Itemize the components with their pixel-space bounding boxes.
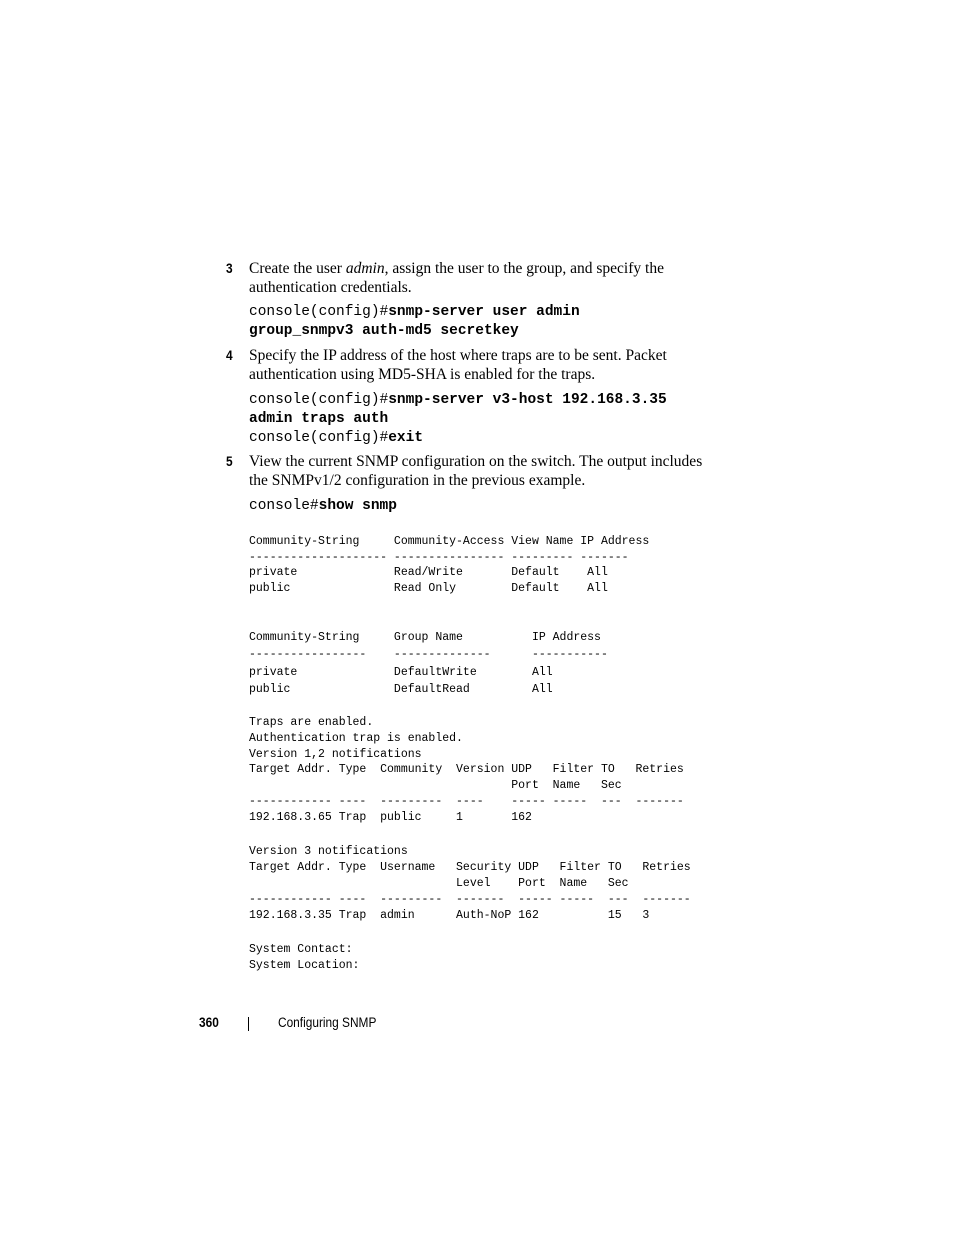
step-text-line: Specify the IP address of the host where traps are to be sent. Packet [249, 347, 667, 364]
output-traps-v3: Version 3 notifications Target Addr. Type Username Security UDP Filter TO Retries Level Port Name Sec ------------ ---- --------- ------- ----- ----- --- ------- 192.168.3.35 Trap admin Auth-NoP 162 15 3 [249, 845, 691, 923]
step-number: 4 [226, 347, 233, 363]
step-text-line: authentication credentials. [249, 279, 412, 296]
step-text [249, 452, 729, 490]
output-community-table: Community-String Community-Access View Name IP Address -------------------- ---------------- --------- ------- private Read/Write Default All public Read Only Default All [249, 535, 650, 596]
command-text: show snmp [318, 498, 397, 514]
step-text-line: View the current SNMP configuration on the switch. The output includes [249, 453, 703, 470]
page-number: 360 [199, 1014, 219, 1030]
command-block-3 [249, 497, 397, 516]
step-number: 3 [226, 260, 233, 276]
command-block-1 [249, 303, 580, 341]
step-text-line: the SNMPv1/2 configuration in the previous example. [249, 472, 586, 489]
command-prompt: console(config)# [249, 392, 389, 408]
step-number: 5 [226, 453, 233, 469]
command-text: admin traps auth [249, 411, 389, 427]
command-text: exit [388, 430, 424, 446]
output-system-info: System Contact: System Location: [249, 943, 360, 972]
command-prompt: console# [249, 498, 319, 514]
command-prompt: console(config)# [249, 304, 389, 320]
step-text-part: Create the user [249, 260, 346, 277]
step-text [249, 259, 729, 297]
command-prompt: console(config)# [249, 430, 389, 446]
command-block-2 [249, 391, 667, 448]
footer-divider [248, 1017, 249, 1031]
step-text [249, 346, 729, 384]
step-text-line: authentication using MD5-SHA is enabled for the traps. [249, 366, 596, 383]
command-text: snmp-server v3-host 192.168.3.35 [388, 392, 667, 408]
step-text-emphasis: admin [345, 260, 385, 277]
command-text: snmp-server user admin [388, 304, 580, 320]
command-text: group_snmpv3 auth-md5 secretkey [249, 323, 519, 339]
step-text-part: , assign the user to the group, and specify the [384, 260, 664, 277]
footer-section-title: Configuring SNMP [278, 1015, 377, 1030]
output-group-table: Community-String Group Name IP Address ----------------- -------------- ----------- private DefaultWrite All public DefaultRead All [249, 631, 608, 696]
output-traps-v12: Traps are enabled. Authentication trap is enabled. Version 1,2 notifications Target Addr. Type Community Version UDP Filter TO Retries Port Name Sec ------------ ---- --------- ---- ----- ----- --- ------- 192.168.3.65 Trap public 1 162 [249, 716, 684, 824]
